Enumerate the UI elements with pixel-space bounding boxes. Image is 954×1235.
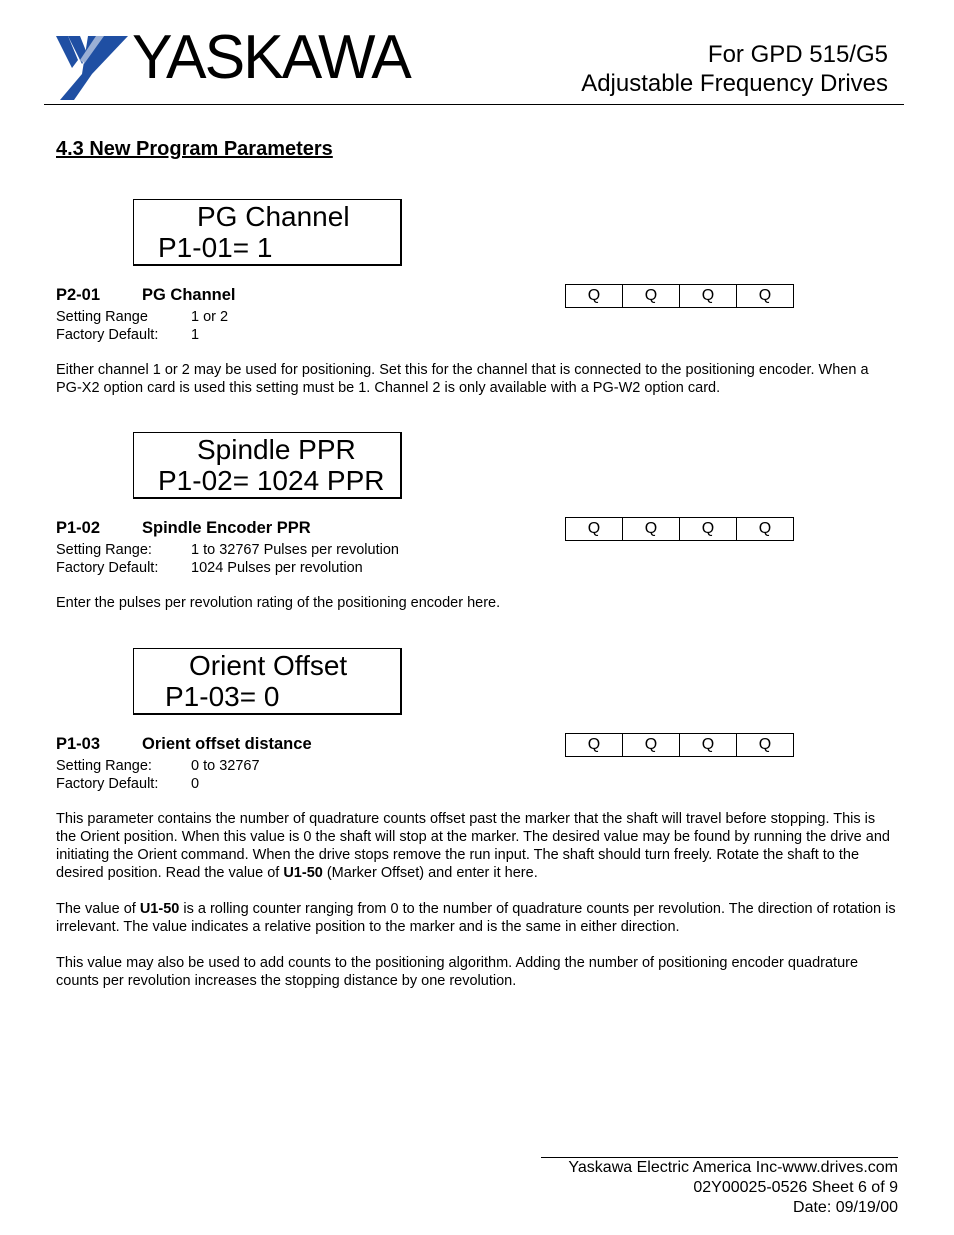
access-level-cell: Q bbox=[623, 518, 680, 540]
display-line-2: P1-01= 1 bbox=[158, 232, 273, 263]
access-level-table bbox=[565, 517, 794, 541]
document-header bbox=[581, 40, 888, 98]
footer-company: Yaskawa Electric America Inc-www.drives.com bbox=[568, 1159, 898, 1176]
param-name: Orient offset distance bbox=[142, 735, 312, 753]
factory-default-label: Factory Default: bbox=[56, 560, 159, 576]
access-level-table bbox=[565, 733, 794, 757]
param-name: PG Channel bbox=[142, 286, 236, 304]
access-level-cell: Q bbox=[566, 518, 623, 540]
factory-default-value: 0 bbox=[191, 776, 200, 792]
param-description: Either channel 1 or 2 may be used for positioning. Set this for the channel that is connected to the positioning encoder. When a PG-X2 option card is used this setting must be 1. Channel 2 is only available with a PG-W2 option card. bbox=[56, 362, 869, 396]
access-level-cell: Q bbox=[623, 734, 680, 756]
access-level-cell: Q bbox=[566, 734, 623, 756]
keypad-display-orient-offset bbox=[133, 648, 402, 715]
access-level-cell: Q bbox=[680, 518, 737, 540]
display-line-1: Spindle PPR bbox=[197, 434, 356, 465]
header-divider bbox=[44, 104, 904, 105]
setting-range-label: Setting Range bbox=[56, 309, 148, 325]
setting-range-value: 1 to 32767 Pulses per revolution bbox=[191, 542, 399, 558]
access-level-cell: Q bbox=[566, 285, 623, 307]
display-line-1: Orient Offset bbox=[189, 650, 348, 681]
param-description: Enter the pulses per revolution rating of the positioning encoder here. bbox=[56, 595, 501, 611]
access-level-cell: Q bbox=[680, 285, 737, 307]
param-heading-p1-03 bbox=[56, 735, 556, 755]
keypad-display-spindle-ppr bbox=[133, 432, 402, 499]
setting-range-value: 0 to 32767 bbox=[191, 758, 260, 774]
footer-document-number: 02Y00025-0526 Sheet 6 of 9 bbox=[693, 1179, 898, 1196]
display-line-2: P1-03= 0 bbox=[165, 681, 280, 712]
setting-range-label: Setting Range: bbox=[56, 542, 152, 558]
factory-default-value: 1 bbox=[191, 327, 200, 343]
factory-default-label: Factory Default: bbox=[56, 776, 159, 792]
param-settings bbox=[56, 308, 456, 344]
param-heading-p1-02 bbox=[56, 519, 556, 539]
document-footer bbox=[568, 1158, 898, 1218]
param-heading-p2-01 bbox=[56, 286, 556, 306]
parameter-reference: U1-50 bbox=[139, 901, 180, 917]
footer-date: Date: 09/19/00 bbox=[793, 1199, 898, 1216]
header-product-subtitle: Adjustable Frequency Drives bbox=[581, 70, 888, 97]
param-settings bbox=[56, 541, 506, 577]
section-title: 4.3 New Program Parameters bbox=[56, 138, 333, 160]
param-description-paragraph-1: This parameter contains the number of quadrature counts offset past the marker that the shaft will travel before stopping. This is the Orient position. When this value is 0 the shaft will stop at the marker. The desired value may be found by running the drive and initiating the Orient command. When the drive stops remove the run input. The shaft should turn freely. Rotate the shaft to the desired position. Read the value of U1-50 (Marker Offset) and enter it here. bbox=[56, 811, 890, 881]
factory-default-value: 1024 Pulses per revolution bbox=[191, 560, 363, 576]
factory-default-label: Factory Default: bbox=[56, 327, 159, 343]
access-level-cell: Q bbox=[680, 734, 737, 756]
yaskawa-logo-icon bbox=[52, 30, 132, 102]
access-level-table bbox=[565, 284, 794, 308]
param-settings bbox=[56, 757, 456, 793]
param-description-paragraph-3: This value may also be used to add counts to the positioning algorithm. Adding the number of positioning encoder quadrature counts per revolution increases the stopping distance by one revolution. bbox=[56, 955, 859, 989]
setting-range-label: Setting Range: bbox=[56, 758, 152, 774]
access-level-cell: Q bbox=[758, 736, 772, 753]
access-level-cell: Q bbox=[758, 520, 772, 537]
param-code: P1-03 bbox=[56, 735, 101, 753]
display-line-2: P1-02= 1024 PPR bbox=[158, 465, 385, 496]
brand-wordmark: YASKAWA bbox=[132, 23, 410, 92]
keypad-display-pg-channel bbox=[133, 199, 402, 266]
param-description-paragraph-2: The value of U1-50 is a rolling counter ranging from 0 to the number of quadrature counts per revolution. The direction of rotation is irrelevant. The value indicates a relative position to the marker and is the same in either direction. bbox=[56, 901, 896, 935]
param-code: P2-01 bbox=[56, 286, 101, 304]
display-line-1: PG Channel bbox=[197, 201, 350, 232]
param-name: Spindle Encoder PPR bbox=[142, 519, 311, 537]
parameter-reference: U1-50 bbox=[283, 865, 323, 881]
access-level-cell: Q bbox=[623, 285, 680, 307]
param-code: P1-02 bbox=[56, 519, 101, 537]
setting-range-value: 1 or 2 bbox=[191, 309, 229, 325]
header-product-line: For GPD 515/G5 bbox=[707, 41, 888, 68]
access-level-cell: Q bbox=[758, 287, 772, 304]
